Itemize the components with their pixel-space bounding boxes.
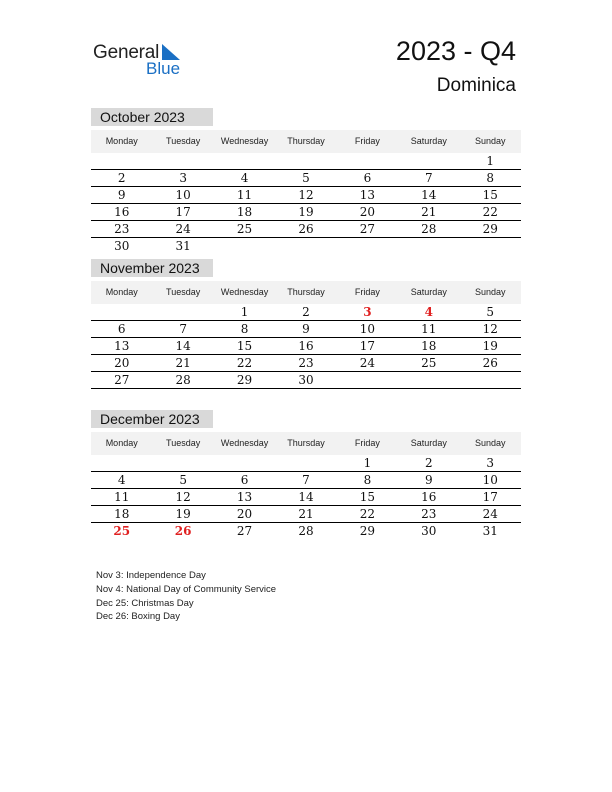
day-cell: 25 (236, 222, 253, 236)
day-cell: 18 (114, 507, 130, 521)
day-cell: 28 (175, 373, 191, 387)
day-cell: 9 (302, 322, 310, 336)
day-cell: 29 (482, 222, 498, 236)
weekday-label: Sunday (474, 287, 506, 297)
weekday-label: Thursday (287, 136, 325, 146)
week-row (91, 389, 521, 405)
weekday-label: Saturday (410, 287, 447, 297)
month-november (91, 259, 521, 405)
holiday-day-cell: 4 (424, 305, 433, 319)
day-cell: 6 (240, 473, 249, 487)
empty-day-cell (152, 153, 213, 169)
day-cell: 2 (302, 305, 310, 319)
weekday-label: Tuesday (166, 438, 201, 448)
empty-day-cell (460, 389, 521, 405)
weekday-label: Thursday (287, 438, 325, 448)
holiday-day-cell: 3 (363, 305, 372, 319)
week-row (91, 472, 521, 489)
weekday-label: Wednesday (220, 136, 269, 146)
weekday-header (91, 432, 521, 455)
holiday-note: Nov 4: National Day of Community Service (96, 583, 277, 595)
day-cell: 15 (236, 339, 253, 353)
weekday-label: Tuesday (166, 136, 201, 146)
empty-day-cell (152, 304, 213, 320)
week-row (91, 506, 521, 523)
day-cell: 5 (179, 473, 187, 487)
day-cell: 1 (486, 154, 495, 168)
week-row (91, 170, 521, 187)
day-cell: 14 (421, 188, 437, 202)
empty-day-cell (152, 455, 213, 471)
day-cell: 12 (298, 188, 314, 202)
weekday-label: Monday (105, 438, 138, 448)
week-row (91, 523, 521, 539)
day-cell: 18 (236, 205, 253, 219)
day-cell: 6 (363, 171, 372, 185)
weekday-label: Monday (105, 287, 138, 297)
day-cell: 26 (298, 222, 314, 236)
day-cell: 30 (421, 524, 437, 538)
empty-day-cell (275, 389, 336, 405)
day-cell: 10 (175, 188, 191, 202)
empty-day-cell (275, 238, 336, 254)
day-cell: 22 (359, 507, 376, 521)
week-row (91, 355, 521, 372)
day-cell: 23 (421, 507, 437, 521)
day-cell: 24 (482, 507, 498, 521)
month-december (91, 410, 521, 539)
day-cell: 30 (298, 373, 314, 387)
day-cell: 27 (359, 222, 376, 236)
day-cell: 19 (298, 205, 314, 219)
holiday-day-cell: 25 (113, 524, 131, 538)
week-row (91, 153, 521, 170)
empty-day-cell (398, 389, 459, 405)
weekday-label: Saturday (410, 136, 447, 146)
day-cell: 6 (117, 322, 126, 336)
weekday-label: Friday (354, 136, 380, 146)
day-cell: 17 (482, 490, 498, 504)
empty-day-cell (398, 372, 459, 388)
empty-day-cell (91, 455, 152, 471)
day-cell: 3 (179, 171, 187, 185)
day-cell: 14 (298, 490, 314, 504)
holiday-notes (96, 569, 276, 624)
day-cell: 8 (240, 322, 249, 336)
day-cell: 17 (359, 339, 376, 353)
week-row (91, 238, 521, 254)
week-row (91, 187, 521, 204)
day-cell: 20 (236, 507, 253, 521)
week-row (91, 304, 521, 321)
day-cell: 15 (359, 490, 376, 504)
weekday-label: Sunday (474, 136, 506, 146)
day-cell: 31 (175, 239, 191, 253)
day-cell: 22 (236, 356, 253, 370)
day-cell: 15 (482, 188, 498, 202)
day-cell: 22 (482, 205, 498, 219)
empty-day-cell (91, 389, 152, 405)
holiday-note: Nov 3: Independence Day (96, 570, 206, 581)
weekday-header (91, 281, 521, 304)
day-cell: 16 (114, 205, 130, 219)
empty-day-cell (91, 153, 152, 169)
week-row (91, 221, 521, 238)
day-cell: 17 (175, 205, 191, 219)
day-cell: 12 (175, 490, 191, 504)
month-weeks (91, 304, 521, 405)
day-cell: 19 (175, 507, 191, 521)
day-cell: 1 (363, 456, 372, 470)
day-cell: 5 (486, 305, 495, 319)
day-cell: 7 (179, 322, 187, 336)
weekday-label: Wednesday (220, 287, 269, 297)
day-cell: 16 (298, 339, 314, 353)
month-title: November 2023 (91, 259, 213, 277)
weekday-label: Monday (105, 136, 138, 146)
day-cell: 29 (359, 524, 376, 538)
country-name: Dominica (436, 75, 516, 96)
empty-day-cell (275, 153, 336, 169)
day-cell: 9 (117, 188, 126, 202)
day-cell: 9 (425, 473, 433, 487)
quarter-title: 2023 - Q4 (395, 36, 516, 66)
day-cell: 4 (117, 473, 126, 487)
holiday-day-cell: 26 (174, 524, 192, 538)
day-cell: 25 (421, 356, 437, 370)
day-cell: 7 (425, 171, 433, 185)
weekday-label: Friday (354, 287, 380, 297)
empty-day-cell (152, 389, 213, 405)
week-row (91, 455, 521, 472)
day-cell: 11 (236, 188, 253, 202)
day-cell: 1 (240, 305, 249, 319)
day-cell: 10 (482, 473, 498, 487)
day-cell: 4 (240, 171, 249, 185)
day-cell: 10 (359, 322, 376, 336)
holiday-note: Dec 26: Boxing Day (96, 611, 180, 623)
day-cell: 27 (114, 373, 130, 387)
day-cell: 2 (425, 456, 433, 470)
week-row (91, 338, 521, 355)
weekday-label: Thursday (287, 287, 325, 297)
day-cell: 23 (114, 222, 130, 236)
empty-day-cell (214, 238, 275, 254)
day-cell: 11 (421, 322, 437, 336)
day-cell: 3 (486, 456, 495, 470)
day-cell: 23 (298, 356, 314, 370)
day-cell: 14 (175, 339, 191, 353)
day-cell: 28 (298, 524, 314, 538)
day-cell: 27 (236, 524, 253, 538)
empty-day-cell (214, 455, 275, 471)
day-cell: 24 (359, 356, 376, 370)
day-cell: 21 (298, 507, 314, 521)
weekday-header (91, 130, 521, 153)
day-cell: 20 (359, 205, 376, 219)
week-row (91, 372, 521, 389)
empty-day-cell (214, 389, 275, 405)
empty-day-cell (460, 372, 521, 388)
day-cell: 26 (482, 356, 498, 370)
month-weeks (91, 455, 521, 539)
day-cell: 19 (482, 339, 498, 353)
day-cell: 2 (117, 171, 126, 185)
empty-day-cell (460, 238, 521, 254)
weekday-label: Saturday (410, 438, 447, 448)
day-cell: 5 (302, 171, 310, 185)
day-cell: 12 (482, 322, 498, 336)
day-cell: 21 (421, 205, 437, 219)
day-cell: 28 (421, 222, 437, 236)
empty-day-cell (337, 238, 398, 254)
holiday-note: Dec 25: Christmas Day (96, 597, 194, 609)
empty-day-cell (398, 153, 459, 169)
day-cell: 13 (114, 339, 130, 353)
weekday-label: Friday (354, 438, 380, 448)
empty-day-cell (275, 455, 336, 471)
day-cell: 8 (363, 473, 372, 487)
day-cell: 30 (114, 239, 130, 253)
day-cell: 8 (486, 171, 495, 185)
day-cell: 11 (114, 490, 130, 504)
day-cell: 18 (421, 339, 437, 353)
day-cell: 7 (302, 473, 310, 487)
empty-day-cell (214, 153, 275, 169)
day-cell: 16 (421, 490, 437, 504)
day-cell: 13 (359, 188, 376, 202)
weekday-label: Wednesday (220, 438, 269, 448)
day-cell: 24 (175, 222, 191, 236)
month-october (91, 108, 521, 254)
week-row (91, 489, 521, 506)
weekday-label: Tuesday (166, 287, 201, 297)
logo-general-text: General (93, 42, 160, 63)
logo-blue-text: Blue (146, 59, 181, 78)
empty-day-cell (337, 153, 398, 169)
week-row (91, 204, 521, 221)
empty-day-cell (398, 238, 459, 254)
logo-flag-icon (160, 44, 182, 60)
month-title: October 2023 (91, 108, 213, 126)
day-cell: 21 (175, 356, 191, 370)
day-cell: 20 (114, 356, 130, 370)
weekday-label: Sunday (474, 438, 506, 448)
week-row (91, 321, 521, 338)
month-weeks (91, 153, 521, 254)
empty-day-cell (337, 372, 398, 388)
day-cell: 31 (482, 524, 498, 538)
empty-day-cell (337, 389, 398, 405)
day-cell: 29 (236, 373, 253, 387)
empty-day-cell (91, 304, 152, 320)
generalblue-logo (93, 42, 193, 78)
month-title: December 2023 (91, 410, 213, 428)
day-cell: 13 (236, 490, 253, 504)
